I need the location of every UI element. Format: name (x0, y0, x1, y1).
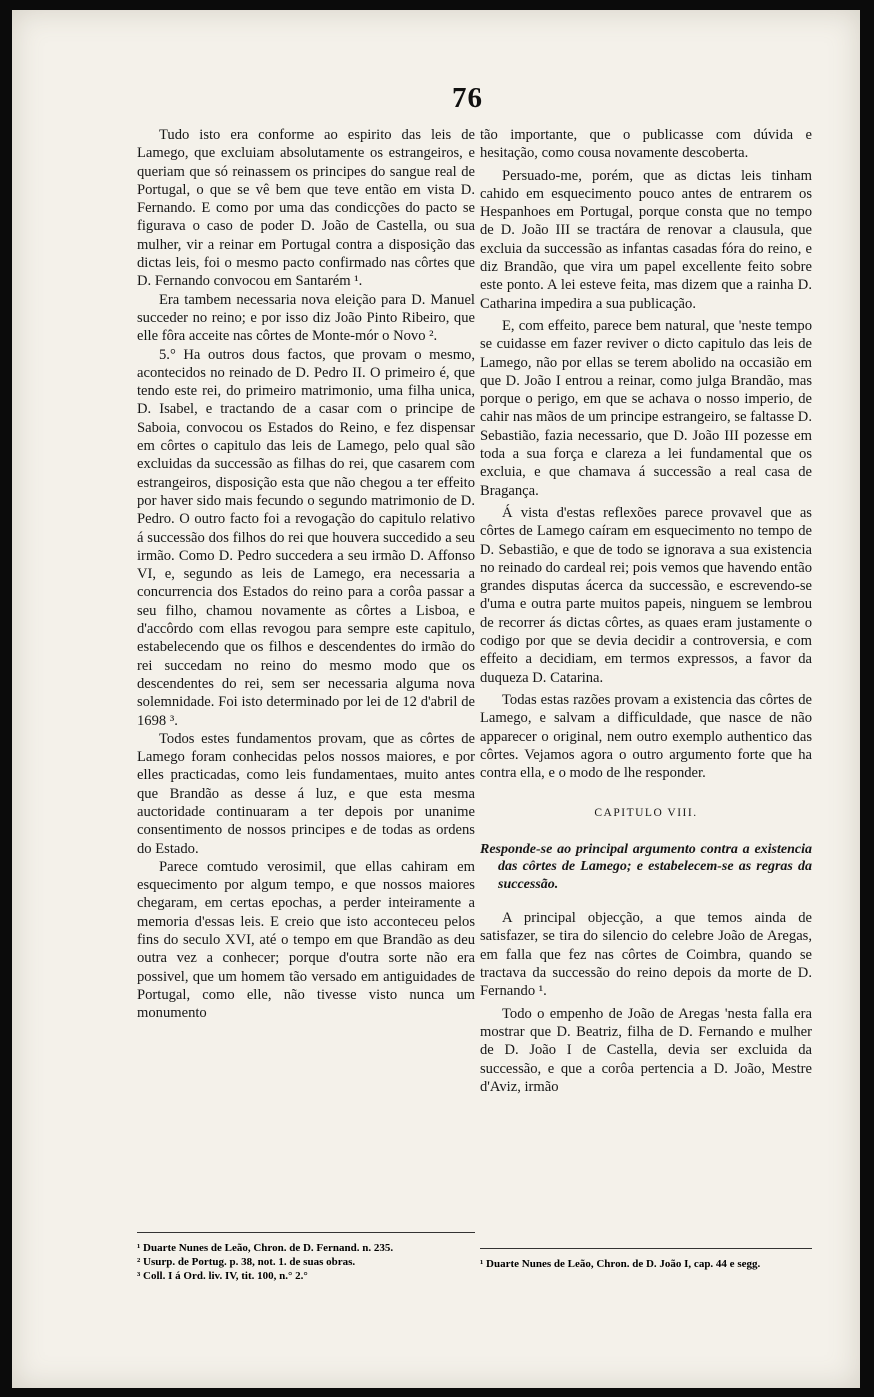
paragraph: Parece comtudo verosimil, que ellas cahiram em esquecimento por algum tempo, e que nossos maiores chegaram, em certas epochas, a perder inteiramente a memoria d'essas leis. E creio que isto acconteceu pelos fins do seculo XVI, até o tempo em que Brandão as deu outra vez a conhecer; porque d'outra sorte não era possivel, que um homem tão versado em antiguidades de Portugal, como elle, não tivesse visto nunca um monumento (137, 858, 475, 1022)
footnote: ¹ Duarte Nunes de Leão, Chron. de D. Fernand. n. 235. (137, 1242, 394, 1254)
footnote: ³ Coll. I á Ord. liv. IV, tit. 100, n.° 2.° (137, 1270, 308, 1282)
page-number: 76 (452, 82, 483, 114)
chapter-subtitle: Responde-se ao principal argumento contra a existencia das côrtes de Lamego; e estabelecem-se as regras da successão. (480, 841, 812, 892)
paragraph: Á vista d'estas reflexões parece provavel que as côrtes de Lamego caíram em esquecimento no tempo de D. Sebastião, e que de todo se ignorava a sua existencia no reinado do cardeal rei; pois vemos que havendo então grandes disputas ácerca da successão, e escrevendo-se d'uma e outra parte muitos papeis, ninguem se lembrou de recorrer ás dictas côrtes, as quaes eram justamente o codigo por que se devia decidir a controversia, e com effeito a decidiam, em termos expressos, a favor da duqueza D. Catarina. (480, 504, 812, 686)
footnote-divider (137, 1232, 475, 1233)
chapter-heading: CAPITULO VIII. (594, 807, 698, 820)
paragraph: Todos estes fundamentos provam, que as côrtes de Lamego foram conhecidas pelos nossos maiores, e por elles practicadas, como leis fundamentaes, muito antes que Brandão as desse á luz, e que esta mesma auctoridade continuaram a ter depois por unanime consentimento de nossos principes e de todas as ordens do Estado. (137, 730, 475, 857)
footnote: ¹ Duarte Nunes de Leão, Chron. de D. João I, cap. 44 e segg. (480, 1258, 761, 1270)
left-column (137, 126, 475, 1023)
paragraph: A principal objecção, a que temos ainda de satisfazer, se tira do silencio do celebre João de Aregas, em falla que fez nas côrtes de Coimbra, quando se tractava da successão do reino depois da morte de D. Fernando ¹. (480, 910, 812, 1000)
paragraph: 5.° Ha outros dous factos, que provam o mesmo, acontecidos no reinado de D. Pedro II. O primeiro é, que tendo este rei, do primeiro matrimonio, uma filha unica, D. Isabel, e tractando de a casar com o principe de Saboia, convocou os Estados do Reino, e fez dispensar em côrtes o capitulo das leis de Lamego, pelo qual são excluidas da successão as filhas do rei, que casarem com estrangeiros, disposição esta que não chegou a ter effeito por haver sido mais fecundo o segundo matrimonio de D. Pedro. O outro facto foi a revogação do capitulo relativo á successão dos filhos do rei que houvera succedido a seu irmão. Como D. Pedro succedera a seu irmão D. Affonso VI, e, segundo as leis de Lamego, era necessaria a concurrencia dos Estados do reino para a corôa passar a seu filho, chamou novamente as côrtes a Lisboa, e d'accôrdo com ellas revogou para sempre este capitulo, estabelecendo que os filhos e descendentes do irmão do rei succedam no reino do mesmo modo que os descendentes do rei, sem ser necessaria alguma nova solemnidade. Foi isto determinado por lei de 12 d'abril de 1698 ³. (137, 346, 475, 729)
paragraph: Todas estas razões provam a existencia das côrtes de Lamego, e salvam a difficuldade, que nasce de não apparecer o original, nem outro exemplo authentico das côrtes. Vejamos agora o outro argumento forte que ha contra ella, e o modo de lhe responder. (480, 691, 812, 782)
paragraph: Tudo isto era conforme ao espirito das leis de Lamego, que excluiam absolutamente os estrangeiros, e queriam que só reinassem os principes do sangue real de Portugal, o que se vê bem que teve então em vista D. Fernando. E como por uma das condicções do pacto se figurava o caso de poder D. João de Castella, ou sua mulher, vir a reinar em Portugal contra a disposição das dictas leis, foi o mesmo pacto confirmado nas côrtes que D. Fernando convocou em Santarém ¹. (137, 127, 475, 290)
paragraph: tão importante, que o publicasse com dúvida e hesitação, como cousa novamente descoberta. (480, 127, 812, 162)
footnote-divider (480, 1248, 812, 1249)
paragraph: E, com effeito, parece bem natural, que 'neste tempo se cuidasse em fazer reviver o dicto capitulo das leis de Lamego, não por ellas se terem abolido na occasião em que D. João I entrou a reinar, como julga Brandão, mas porque o perigo, em que se achava o nosso imperio, de cahir nas mãos de um principe estrangeiro, se faltasse D. Sebastião, fazia necessario, que D. João III pozesse em toda a sua força e clareza a lei fundamental que os excluia, e que chamava á successão a real casa de Bragança. (480, 317, 812, 499)
right-footnotes (480, 1238, 812, 1271)
left-footnotes (137, 1222, 475, 1283)
paragraph: Era tambem necessaria nova eleição para D. Manuel succeder no reino; e por isso diz João Pinto Ribeiro, que elle fôra acceite nas côrtes de Monte-mór o Novo ². (137, 291, 475, 345)
paragraph: Todo o empenho de João de Aregas 'nesta falla era mostrar que D. Beatriz, filha de D. Fernando e mulher de D. João I de Castella, devia ser excluida da successão, e que a corôa pertencia a D. João, Mestre d'Aviz, irmão (480, 1005, 812, 1095)
footnote: ² Usurp. de Portug. p. 38, not. 1. de suas obras. (137, 1256, 356, 1268)
page-sheet (12, 10, 860, 1388)
paragraph: Persuado-me, porém, que as dictas leis tinham cahido em esquecimento pouco antes de entrarem os Hespanhoes em Portugal, porque consta que no tempo de D. João III se tractára de renovar a clausula, que excluia da successão as infantas casadas fóra do reino, e diz Brandão, que vira um papel excellente feito sobre este ponto. A lei esteve feita, mas dizem que a rainha D. Catharina impedira a sua publicação. (480, 167, 812, 312)
right-column (480, 126, 812, 1096)
